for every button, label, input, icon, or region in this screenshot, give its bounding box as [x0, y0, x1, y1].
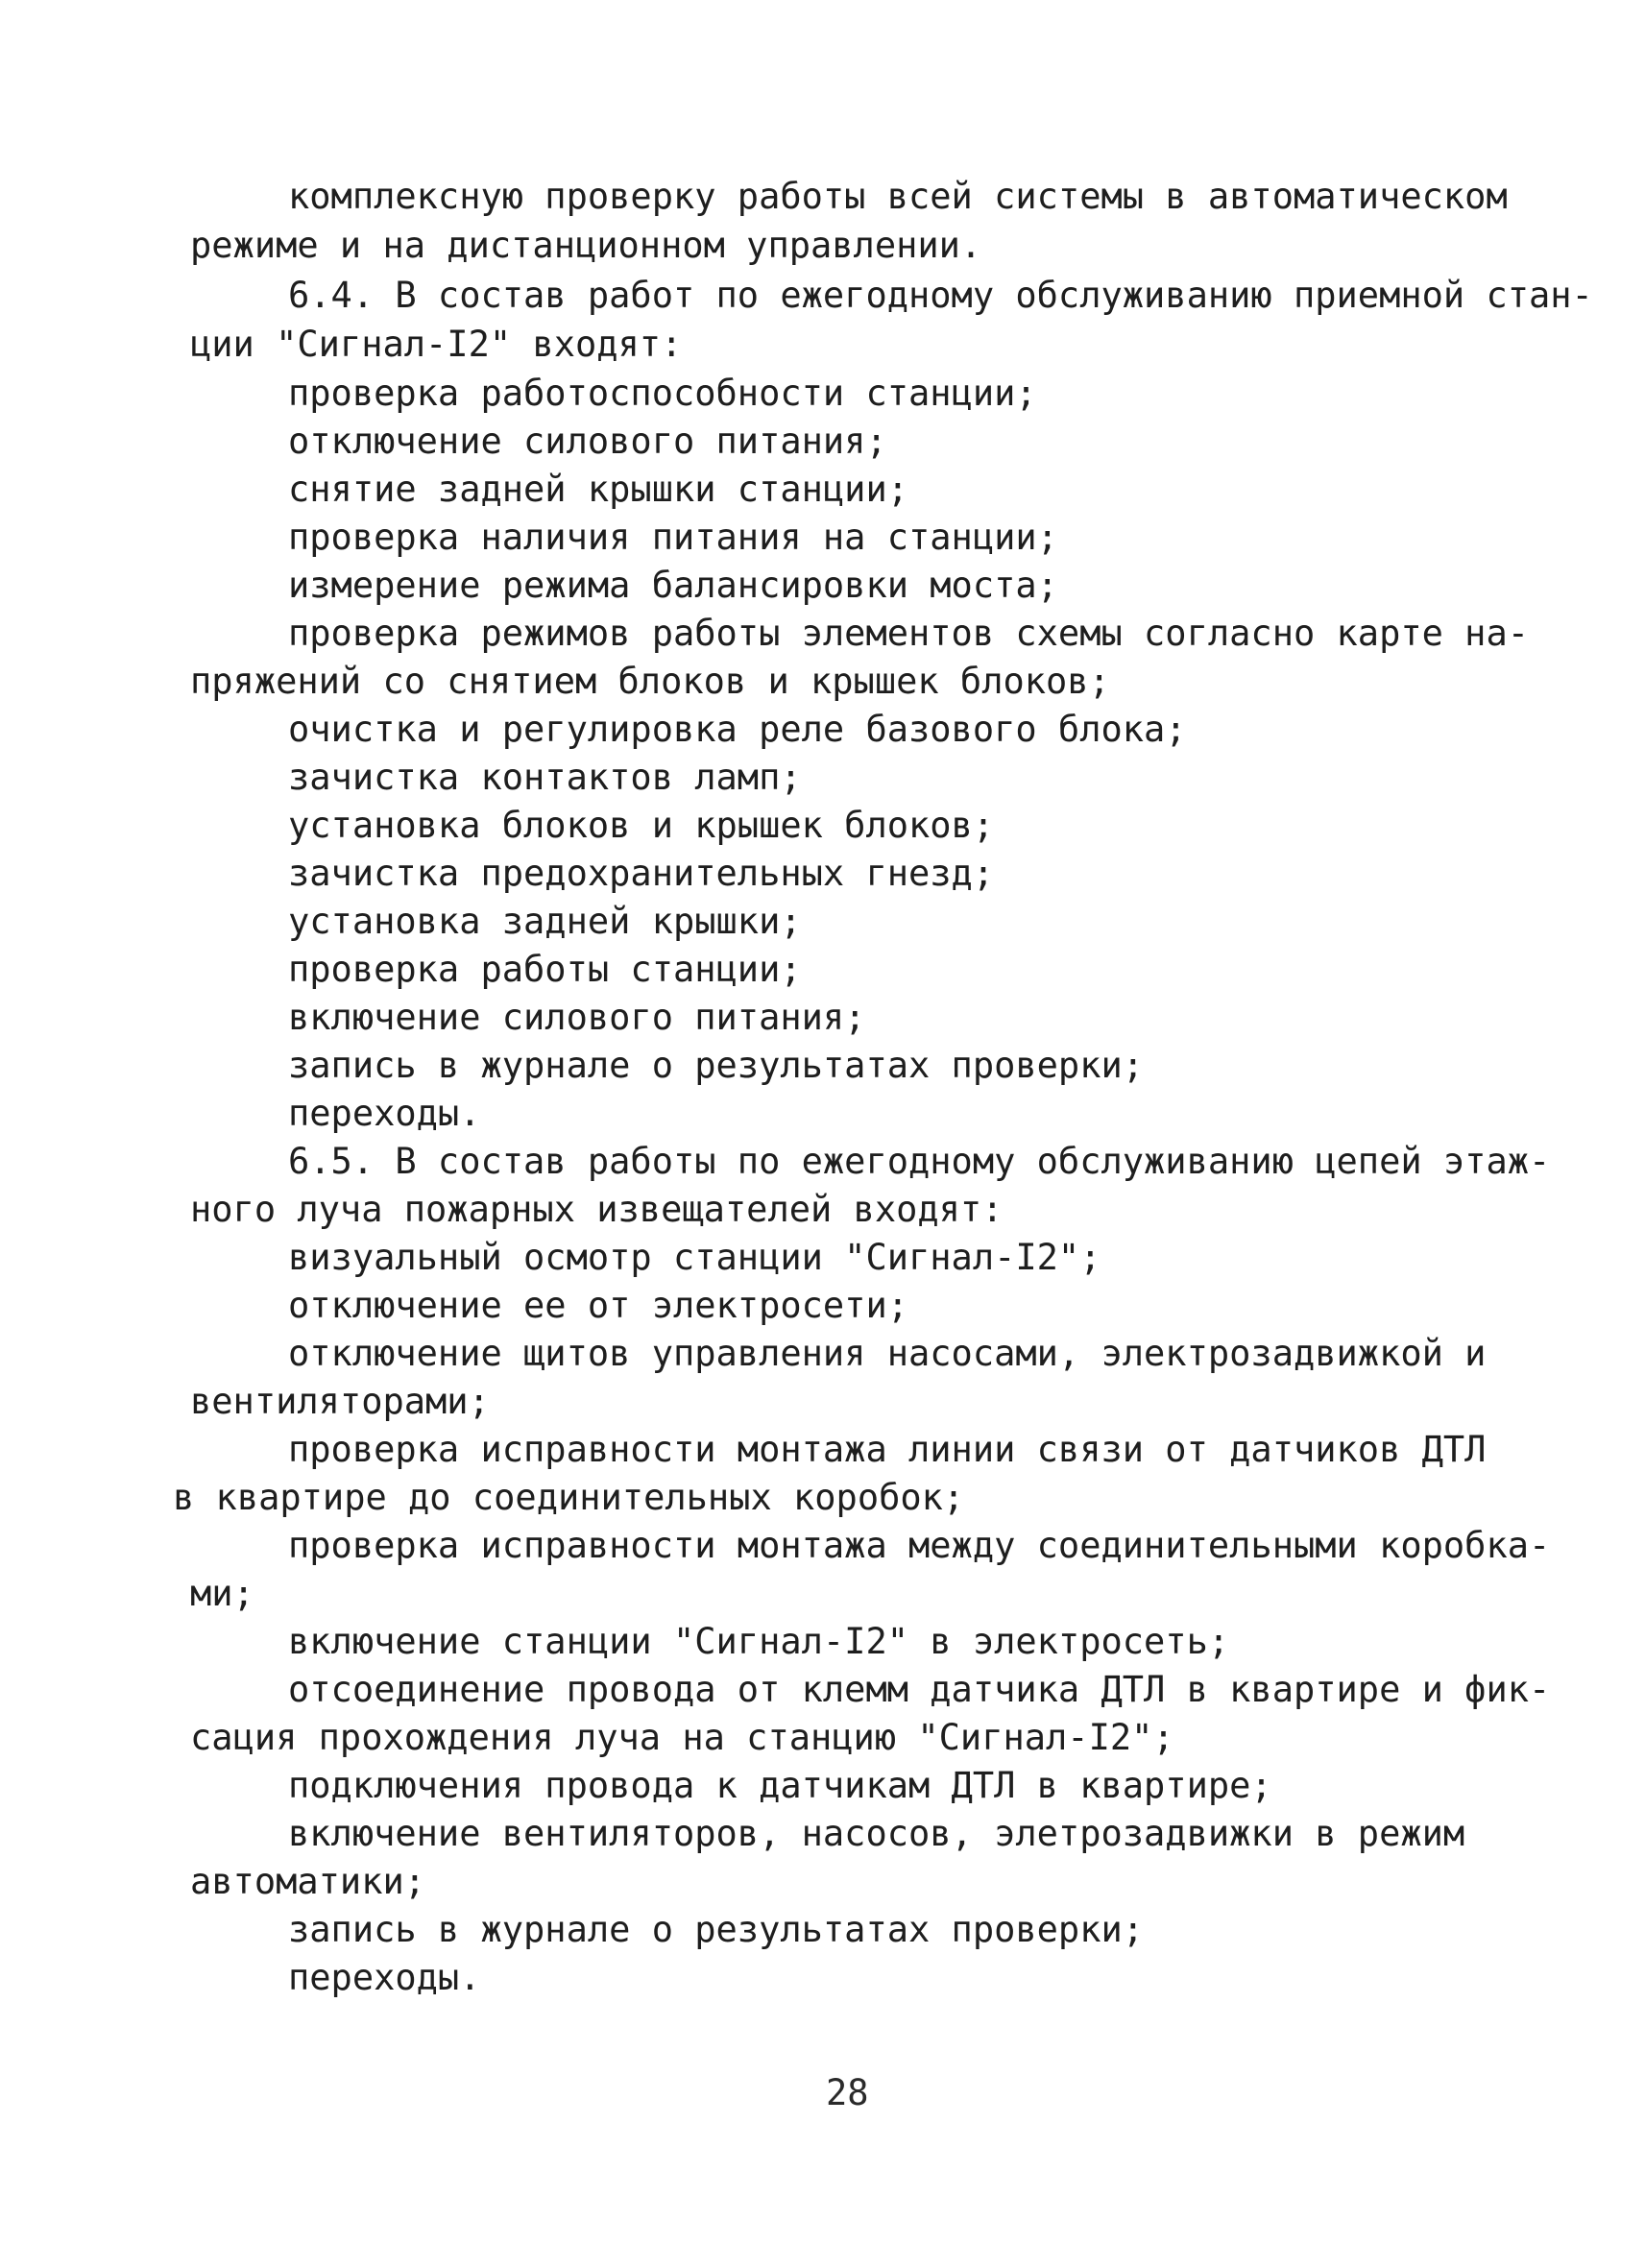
text-line: включение силового питания; [288, 997, 866, 1038]
text-line: проверка наличия питания на станции; [288, 517, 1058, 558]
text-line: включение станции "Сигнал-I2" в электросеть; [288, 1621, 1230, 1662]
text-line: очистка и регулировка реле базового блока; [288, 709, 1187, 750]
text-line: комплексную проверку работы всей системы в автоматическом [288, 176, 1508, 217]
text-line: включение вентиляторов, насосов, элетрозадвижки в режим [288, 1813, 1465, 1854]
text-line: визуальный осмотр станции "Сигнал-I2"; [288, 1237, 1101, 1278]
text-line: проверка исправности монтажа линии связи от датчиков ДТЛ [288, 1429, 1487, 1470]
text-line: автоматики; [190, 1861, 426, 1902]
text-line: переходы. [288, 1957, 481, 1998]
text-line: подключения провода к датчикам ДТЛ в квартире; [288, 1765, 1272, 1806]
text-line: сация прохождения луча на станцию "Сигнал-I2"; [190, 1717, 1174, 1758]
text-line: запись в журнале о результатах проверки; [288, 1909, 1145, 1950]
text-line: 6.4. В состав работ по ежегодному обслуживанию приемной стан- [288, 275, 1593, 316]
text-line: в квартире до соединительных коробок; [173, 1477, 965, 1518]
text-line: пряжений со снятием блоков и крышек блоков; [190, 661, 1110, 702]
text-line: переходы. [288, 1093, 481, 1134]
text-line: 6.5. В состав работы по ежегодному обслуживанию цепей этаж- [288, 1141, 1551, 1182]
text-line: снятие задней крышки станции; [288, 469, 909, 510]
text-line: отключение ее от электросети; [288, 1285, 909, 1326]
text-line: ции "Сигнал-I2" входят: [190, 324, 683, 365]
text-line: зачистка контактов ламп; [288, 757, 802, 798]
text-line: проверка работы станции; [288, 949, 802, 990]
text-line: режиме и на дистанционном управлении. [190, 225, 982, 266]
text-line: вентиляторами; [190, 1381, 490, 1422]
text-line: ми; [190, 1573, 254, 1614]
text-line: запись в журнале о результатах проверки; [288, 1045, 1145, 1086]
text-line: проверка исправности монтажа между соединительными коробка- [288, 1525, 1551, 1566]
text-line: ного луча пожарных извещателей входят: [190, 1189, 1004, 1230]
text-line: проверка режимов работы элементов схемы согласно карте на- [288, 613, 1530, 654]
text-line: отключение щитов управления насосами, электрозадвижкой и [288, 1333, 1487, 1374]
page-number: 28 [826, 2072, 869, 2113]
text-line: зачистка предохранительных гнезд; [288, 853, 995, 894]
text-line: установка блоков и крышек блоков; [288, 805, 995, 846]
text-line: отсоединение провода от клемм датчика ДТЛ в квартире и фик- [288, 1669, 1551, 1710]
text-line: проверка работоспособности станции; [288, 373, 1037, 414]
text-line: отключение силового питания; [288, 421, 887, 462]
text-line: измерение режима балансировки моста; [288, 565, 1058, 606]
text-line: установка задней крышки; [288, 901, 802, 942]
